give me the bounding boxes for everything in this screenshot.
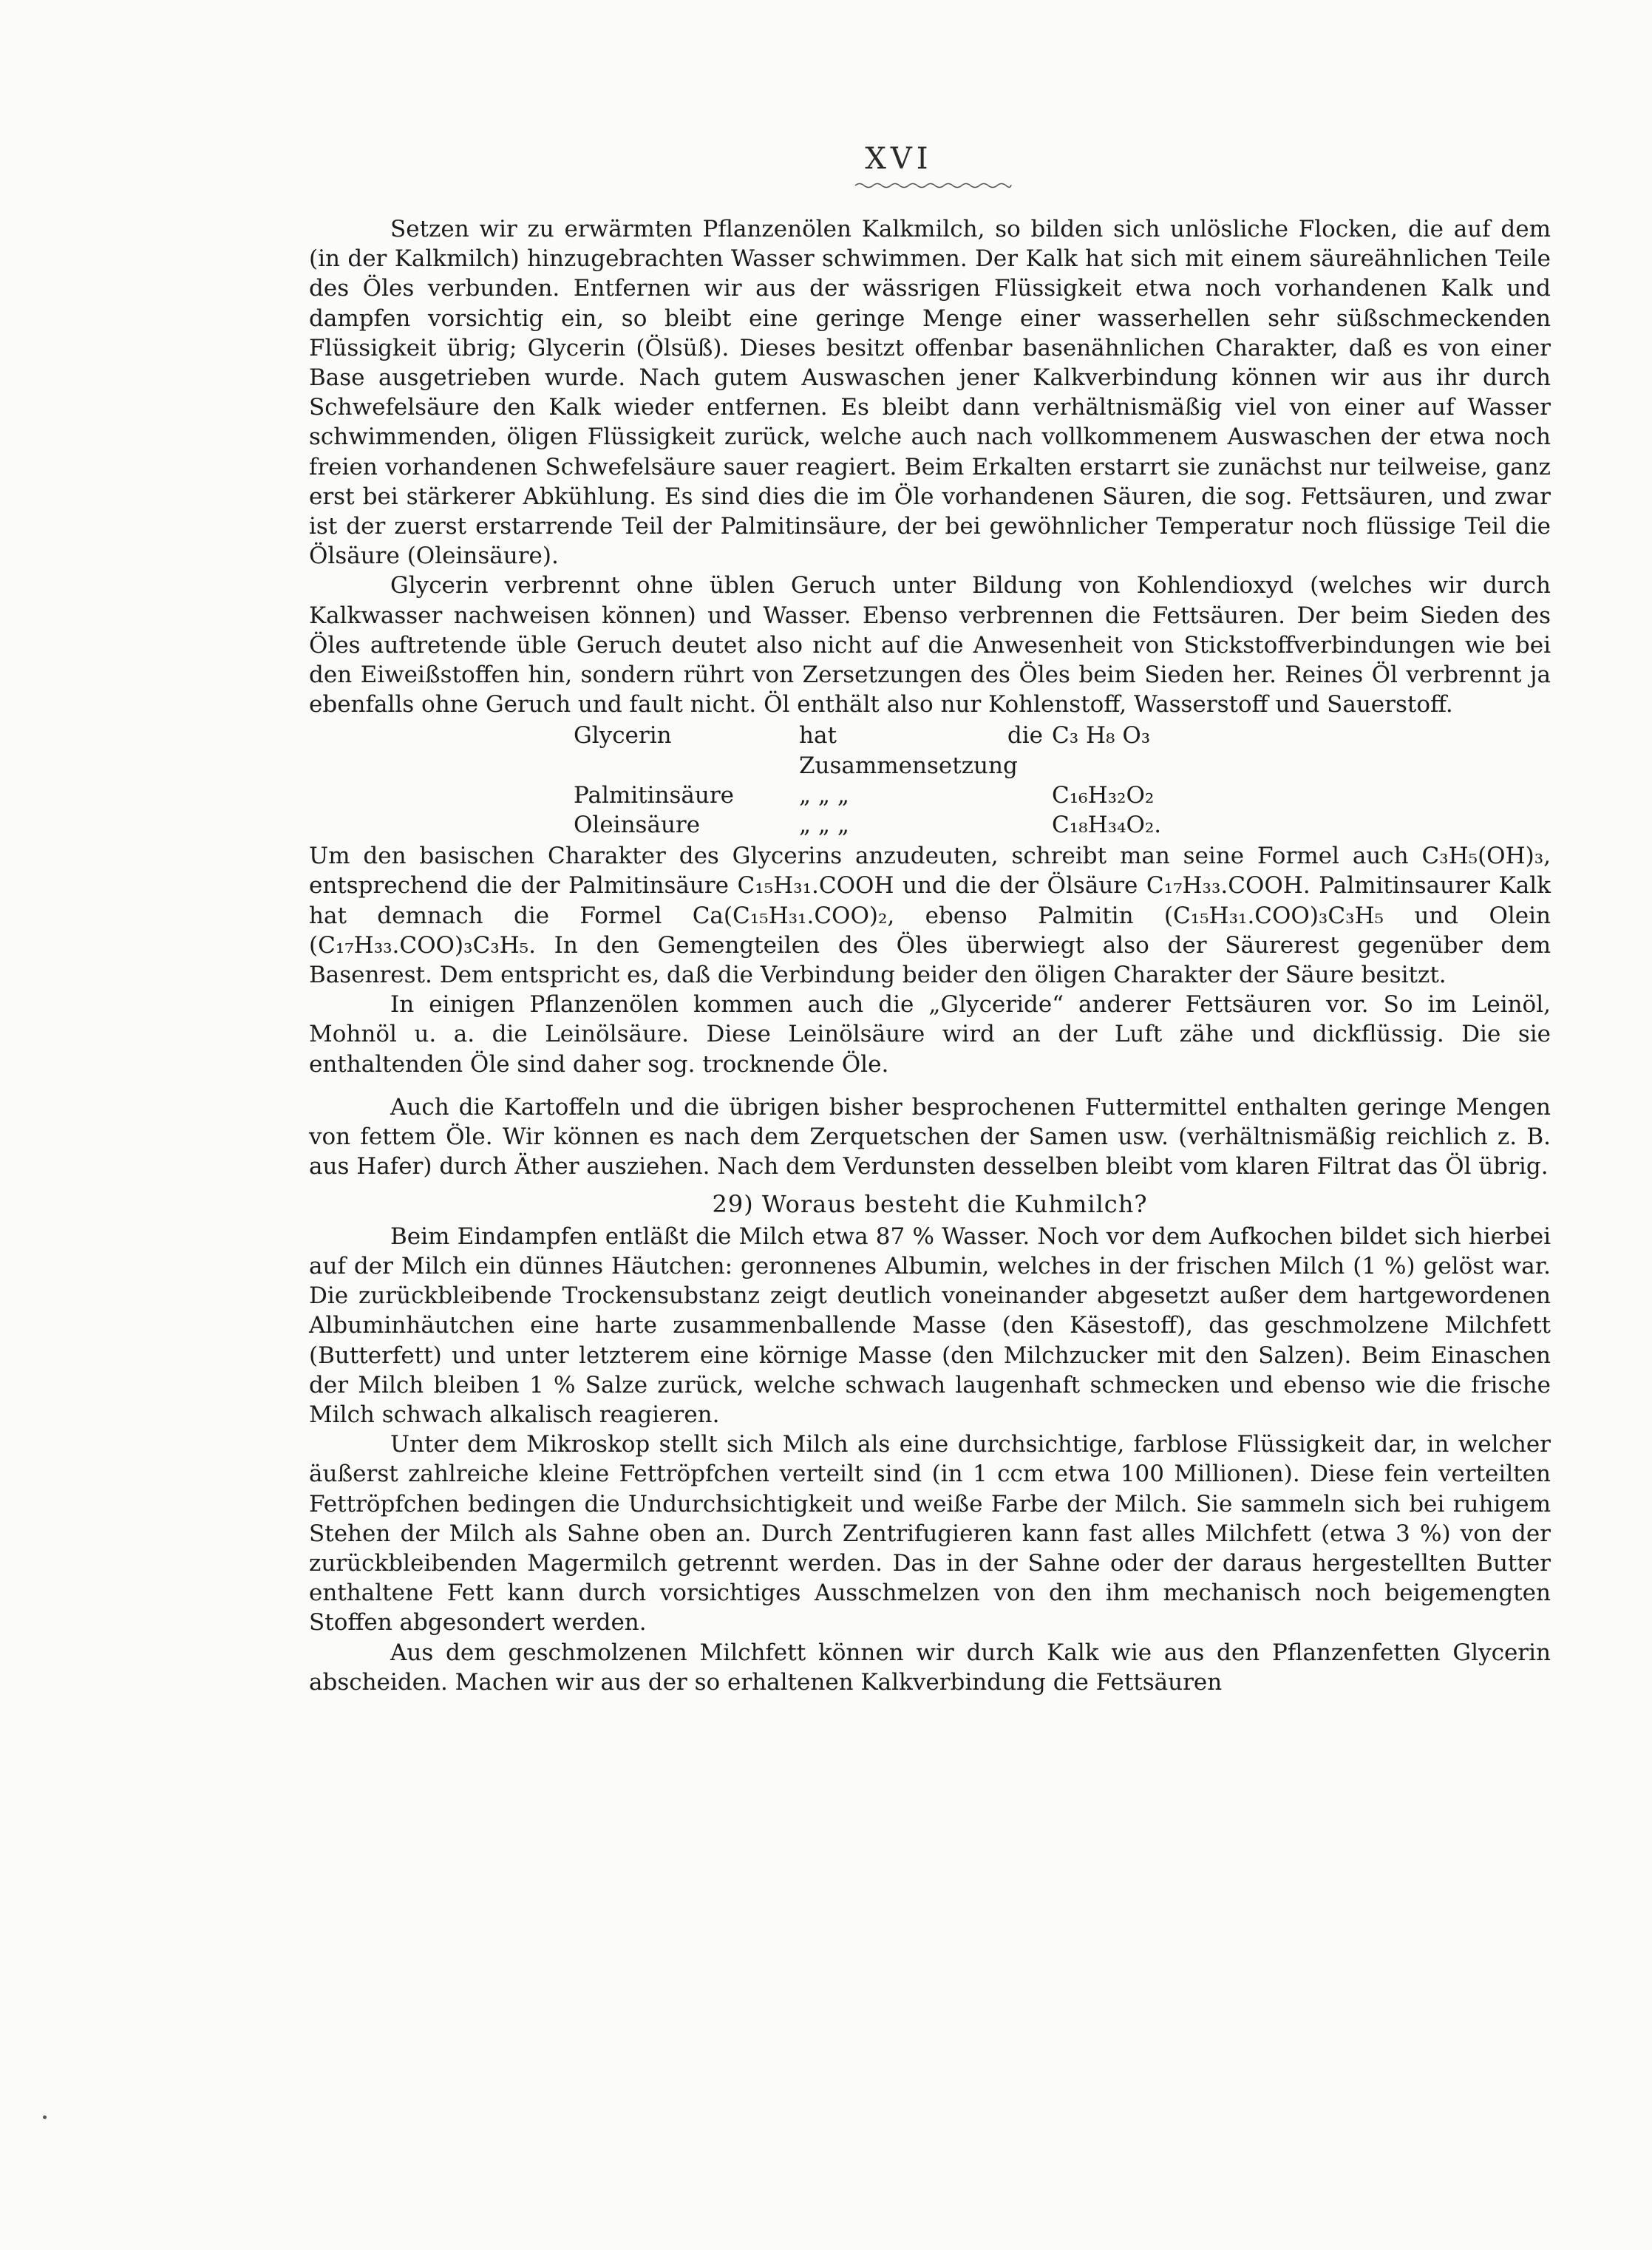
formula-verb: hat die Zusammensetzung [799, 722, 1043, 779]
formula-verb: „ „ „ [799, 781, 849, 809]
main-text [309, 214, 1551, 1697]
formula-value: C₃ H₈ O₃ [1052, 722, 1151, 750]
paragraph-kalkmilch: Setzen wir zu erwärmten Pflanzenölen Kalkmilch, so bilden sich unlösliche Flocken, die auf dem (in der Kalkmilch) hinzugebrachten Wasser schwimmen. Der Kalk hat sich mit einem säureähnlichen Teile des Öles verbunden. Entfernen wir aus der wässrigen Flüssigkeit etwa noch vorhandenen Kalk und dampfen vorsichtig ein, so bleibt eine geringe Menge einer wasserhellen sehr süßschmeckenden Flüssigkeit übrig; Glycerin (Ölsüß). Dieses besitzt offenbar basenähnlichen Charakter, daß es von einer Base ausgetrieben wurde. Nach gutem Auswaschen jener Kalkverbindung können wir aus ihr durch Schwefelsäure den Kalk wieder entfernen. Es bleibt dann verhältnismäßig viel von einer auf Wasser schwimmenden, öligen Flüssigkeit zurück, welche auch nach vollkommenem Auswaschen der etwa noch freien vorhandenen Schwefelsäure sauer reagiert. Beim Erkalten erstarrt sie zunächst nur teilweise, ganz erst bei stärkerer Abkühlung. Es sind dies die im Öle vorhandenen Säuren, die sog. Fettsäuren, und zwar ist der zuerst erstarrende Teil der Palmitinsäure, der bei gewöhnlicher Temperatur noch flüssige Teil die Ölsäure (Oleinsäure). [309, 216, 1551, 570]
section-heading: 29) Woraus besteht die Kuhmilch? [712, 1189, 1148, 1218]
formula-row [574, 810, 1161, 840]
formula-substance: Glycerin [574, 722, 672, 750]
formula-substance: Oleinsäure [574, 812, 701, 839]
paragraph-mikroskop: Unter dem Mikroskop stellt sich Milch als eine durchsichtige, farblose Flüssigkeit dar, in welcher äußerst zahlreiche kleine Fettröpfchen verteilt sind (in 1 ccm etwa 100 Millionen). Diese fein verteilten Fettröpfchen bedingen die Undurchsichtigkeit und weiße Farbe der Milch. Sie sammeln sich bei ruhigem Stehen der Milch als Sahne oben an. Durch Zentrifugieren kann fast alles Milchfett (etwa 3 %) von der zurückbleibenden Magermilch getrennt werden. Das in der Sahne oder der daraus hergestellten Butter enthaltene Fett kann durch vorsichtiges Ausschmelzen von den ihm mechanisch noch beigemengten Stoffen abgesondert werden. [309, 1431, 1551, 1636]
paragraph-glycerin-verbrennt: Glycerin verbrennt ohne üblen Geruch unter Bildung von Kohlendioxyd (welches wir durch Kalkwasser nachweisen können) und Wasser. Ebenso verbrennen die Fettsäuren. Der beim Sieden des Öles auftretende üble Geruch deutet also nicht auf die Anwesenheit von Stickstoffverbindungen wie bei den Eiweißstoffen hin, sondern rührt von Zersetzungen des Öles beim Sieden her. Reines Öl verbrennt ja ebenfalls ohne Geruch und fault nicht. Öl enthält also nur Kohlenstoff, Wasserstoff und Sauerstoff. [309, 572, 1551, 718]
formula-table [574, 721, 1161, 840]
ornamental-rule [854, 180, 1013, 191]
paragraph-glyceride: In einigen Pflanzenölen kommen auch die „Glyceride“ anderer Fettsäuren vor. So im Leinöl, Mohnöl u. a. die Leinölsäure. Diese Leinölsäure wird an der Luft zähe und dickflüssig. Die sie enthaltenden Öle sind daher sog. trocknende Öle. [309, 991, 1551, 1078]
formula-row [574, 721, 1161, 780]
formula-verb: „ „ „ [799, 812, 849, 839]
page-number: XVI [865, 142, 933, 176]
formula-value: C₁₈H₃₄O₂. [1052, 812, 1162, 839]
formula-substance: Palmitinsäure [574, 781, 735, 809]
paragraph-kartoffeln: Auch die Kartoffeln und die übrigen bisher besprochenen Futtermittel enthalten geringe Mengen von fettem Öle. Wir können es nach dem Zerquetschen der Samen usw. (verhältnismäßig reichlich z. B. aus Hafer) durch Äther ausziehen. Nach dem Verdunsten desselben bleibt vom klaren Filtrat das Öl übrig. [309, 1093, 1551, 1180]
paragraph-milchfett: Aus dem geschmolzenen Milchfett können wir durch Kalk wie aus den Pflanzenfetten Glycerin abscheiden. Machen wir aus der so erhaltenen Kalkverbindung die Fettsäuren [309, 1639, 1551, 1696]
paragraph-basic-character: Um den basischen Charakter des Glycerins anzudeuten, schreibt man seine Formel auch C₃H₅(OH)₃, entsprechend die der Palmitinsäure C₁₅H₃₁.COOH und die der Ölsäure C₁₇H₃₃.COOH. Palmitinsaurer Kalk hat demnach die Formel Ca(C₁₅H₃₁.COO)₂, ebenso Palmitin (C₁₅H₃₁.COO)₃C₃H₅ und Olein (C₁₇H₃₃.COO)₃C₃H₅. In den Gemengteilen des Öles überwiegt also der Säurerest gegenüber dem Basenrest. Dem entspricht es, daß die Verbindung beider den öligen Charakter der Säure besitzt. [309, 843, 1551, 989]
formula-row [574, 781, 1161, 810]
paper-speck [43, 2115, 47, 2119]
paragraph-eindampfen: Beim Eindampfen entläßt die Milch etwa 87 % Wasser. Noch vor dem Aufkochen bildet sich hierbei auf der Milch ein dünnes Häutchen: geronnenes Albumin, welches in der frischen Milch (1 %) gelöst war. Die zurückbleibende Trockensubstanz zeigt deutlich voneinander abgesetzt außer dem hartgewordenen Albuminhäutchen eine harte zusammenballende Masse (den Käsestoff), das geschmolzene Milchfett (Butterfett) und unter letzterem eine körnige Masse (den Milchzucker mit den Salzen). Beim Einaschen der Milch bleiben 1 % Salze zurück, welche schwach laugenhaft schmecken und ebenso wie die frische Milch schwach alkalisch reagieren. [309, 1223, 1551, 1428]
formula-value: C₁₆H₃₂O₂ [1052, 781, 1155, 809]
